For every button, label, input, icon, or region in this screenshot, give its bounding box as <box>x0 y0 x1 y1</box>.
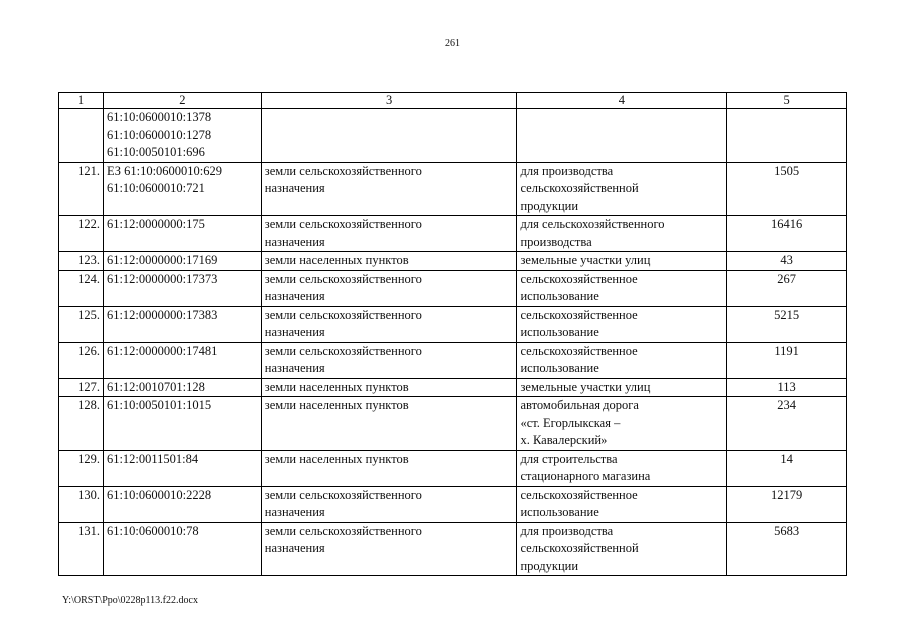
cadastral-number <box>103 397 261 451</box>
permitted-use <box>517 162 727 216</box>
permitted-use <box>517 109 727 163</box>
land-category <box>261 306 517 342</box>
area-value: 234 <box>727 397 847 451</box>
table-row <box>59 397 847 451</box>
column-header: 5 <box>727 93 847 109</box>
permitted-use-line: продукции <box>520 558 579 573</box>
permitted-use-line: сельскохозяйственное <box>520 307 638 322</box>
column-header: 3 <box>261 93 517 109</box>
file-path-footer: Y:\ORST\Ppo\0228p113.f22.docx <box>62 595 198 606</box>
row-number: 130. <box>59 486 104 522</box>
land-category-line: земли населенных пунктов <box>264 379 409 394</box>
permitted-use-line: земельные участки улиц <box>520 253 651 267</box>
permitted-use-line: использование <box>520 505 599 519</box>
permitted-use-line: сельскохозяйственное <box>520 343 638 358</box>
land-category <box>261 109 517 163</box>
table-row <box>59 450 847 486</box>
land-category <box>261 522 517 576</box>
table-row <box>59 306 847 342</box>
permitted-use-line: использование <box>520 325 599 339</box>
land-category-line: назначения <box>264 234 325 249</box>
row-number <box>59 109 104 163</box>
permitted-use-line: для сельскохозяйственного <box>520 217 665 231</box>
area-value: 12179 <box>727 486 847 522</box>
row-number: 128. <box>59 397 104 451</box>
land-category-line: земли сельскохозяйственного <box>264 307 422 322</box>
table-row <box>59 378 847 397</box>
land-category <box>261 342 517 378</box>
area-value: 1505 <box>727 162 847 216</box>
cadastral-number-line: 61:12:0000000:17383 <box>106 307 218 322</box>
land-category-line: земли сельскохозяйственного <box>264 487 422 502</box>
area-value: 43 <box>727 252 847 271</box>
land-category-line: земли населенных пунктов <box>264 398 409 412</box>
permitted-use <box>517 397 727 451</box>
cadastral-number <box>103 252 261 271</box>
column-header: 2 <box>103 93 261 109</box>
land-category <box>261 378 517 397</box>
row-number: 129. <box>59 450 104 486</box>
cadastral-number <box>103 270 261 306</box>
permitted-use <box>517 378 727 397</box>
row-number: 126. <box>59 342 104 378</box>
permitted-use <box>517 216 727 252</box>
permitted-use <box>517 486 727 522</box>
permitted-use <box>517 342 727 378</box>
table-row <box>59 270 847 306</box>
cadastral-number <box>103 342 261 378</box>
table-header-row <box>59 93 847 109</box>
land-category <box>261 450 517 486</box>
table-body <box>59 109 847 576</box>
row-number: 124. <box>59 270 104 306</box>
land-category-line: назначения <box>264 541 325 555</box>
land-category <box>261 252 517 271</box>
permitted-use-line: продукции <box>520 198 579 213</box>
cadastral-number-line: 61:10:0600010:78 <box>106 523 199 538</box>
table-row <box>59 109 847 163</box>
cadastral-number <box>103 109 261 163</box>
permitted-use-line: для производства <box>520 523 614 538</box>
permitted-use-line: сельскохозяйственное <box>520 487 638 502</box>
table-row <box>59 216 847 252</box>
permitted-use-line: использование <box>520 289 599 303</box>
page-number: 261 <box>445 38 460 49</box>
permitted-use-line: стационарного магазина <box>520 469 651 483</box>
land-category-line: земли сельскохозяйственного <box>264 343 422 358</box>
cadastral-number-line: 61:12:0000000:17169 <box>106 253 218 267</box>
row-number: 125. <box>59 306 104 342</box>
cadastral-number <box>103 486 261 522</box>
permitted-use-line: для производства <box>520 163 614 178</box>
land-category <box>261 486 517 522</box>
cadastral-number <box>103 378 261 397</box>
cadastral-number-line: 61:12:0000000:175 <box>106 217 205 231</box>
land-category <box>261 216 517 252</box>
row-number: 121. <box>59 162 104 216</box>
cadastral-number-line: 61:12:0000000:17481 <box>106 343 218 358</box>
table-row <box>59 162 847 216</box>
permitted-use-line: использование <box>520 361 599 375</box>
permitted-use <box>517 306 727 342</box>
permitted-use <box>517 252 727 271</box>
area-value: 1191 <box>727 342 847 378</box>
area-value: 267 <box>727 270 847 306</box>
land-category <box>261 397 517 451</box>
cadastral-number-line: ЕЗ 61:10:0600010:629 <box>106 163 223 178</box>
permitted-use-line: х. Кавалерский» <box>520 433 608 447</box>
row-number: 131. <box>59 522 104 576</box>
permitted-use-line: сельскохозяйственное <box>520 271 638 286</box>
permitted-use-line: земельные участки улиц <box>520 379 651 394</box>
permitted-use-line: сельскохозяйственной <box>520 541 639 555</box>
land-category <box>261 270 517 306</box>
permitted-use-line: сельскохозяйственной <box>520 181 639 195</box>
area-value: 16416 <box>727 216 847 252</box>
cadastral-number <box>103 522 261 576</box>
permitted-use-line: «ст. Егорлыкская – <box>520 415 621 430</box>
permitted-use <box>517 270 727 306</box>
land-category-line: земли населенных пунктов <box>264 451 409 466</box>
table-row <box>59 522 847 576</box>
permitted-use <box>517 522 727 576</box>
land-category <box>261 162 517 216</box>
permitted-use <box>517 450 727 486</box>
land-category-line: назначения <box>264 181 325 195</box>
land-category-line: земли сельскохозяйственного <box>264 217 422 231</box>
cadastral-number <box>103 306 261 342</box>
land-category-line: назначения <box>264 505 325 519</box>
area-value: 14 <box>727 450 847 486</box>
area-value: 5683 <box>727 522 847 576</box>
cadastral-number-line: 61:12:0011501:84 <box>106 451 199 466</box>
cadastral-number <box>103 216 261 252</box>
cadastral-number <box>103 162 261 216</box>
land-category-line: назначения <box>264 289 325 303</box>
area-value <box>727 109 847 163</box>
land-category-line: земли сельскохозяйственного <box>264 163 422 178</box>
table-row <box>59 252 847 271</box>
area-value: 5215 <box>727 306 847 342</box>
permitted-use-line: производства <box>520 234 592 249</box>
column-header: 4 <box>517 93 727 109</box>
land-category-line: назначения <box>264 325 325 339</box>
area-value: 113 <box>727 378 847 397</box>
land-category-line: земли сельскохозяйственного <box>264 271 422 286</box>
row-number: 123. <box>59 252 104 271</box>
table-row <box>59 486 847 522</box>
cadastral-number-line: 61:10:0050101:696 <box>106 145 205 159</box>
cadastral-number-line: 61:10:0050101:1015 <box>106 398 212 412</box>
cadastral-number-line: 61:10:0600010:1278 <box>106 127 212 142</box>
cadastral-number-line: 61:10:0600010:1378 <box>106 110 212 124</box>
land-category-line: назначения <box>264 361 325 375</box>
cadastral-number <box>103 450 261 486</box>
land-plots-table <box>58 92 847 576</box>
permitted-use-line: для строительства <box>520 451 618 466</box>
table-row <box>59 342 847 378</box>
cadastral-number-line: 61:10:0600010:721 <box>106 181 205 195</box>
land-category-line: земли населенных пунктов <box>264 253 409 267</box>
cadastral-number-line: 61:12:0000000:17373 <box>106 271 218 286</box>
column-header: 1 <box>59 93 104 109</box>
row-number: 122. <box>59 216 104 252</box>
row-number: 127. <box>59 378 104 397</box>
cadastral-number-line: 61:12:0010701:128 <box>106 379 205 394</box>
land-category-line: земли сельскохозяйственного <box>264 523 422 538</box>
permitted-use-line: автомобильная дорога <box>520 398 639 412</box>
cadastral-number-line: 61:10:0600010:2228 <box>106 487 212 502</box>
